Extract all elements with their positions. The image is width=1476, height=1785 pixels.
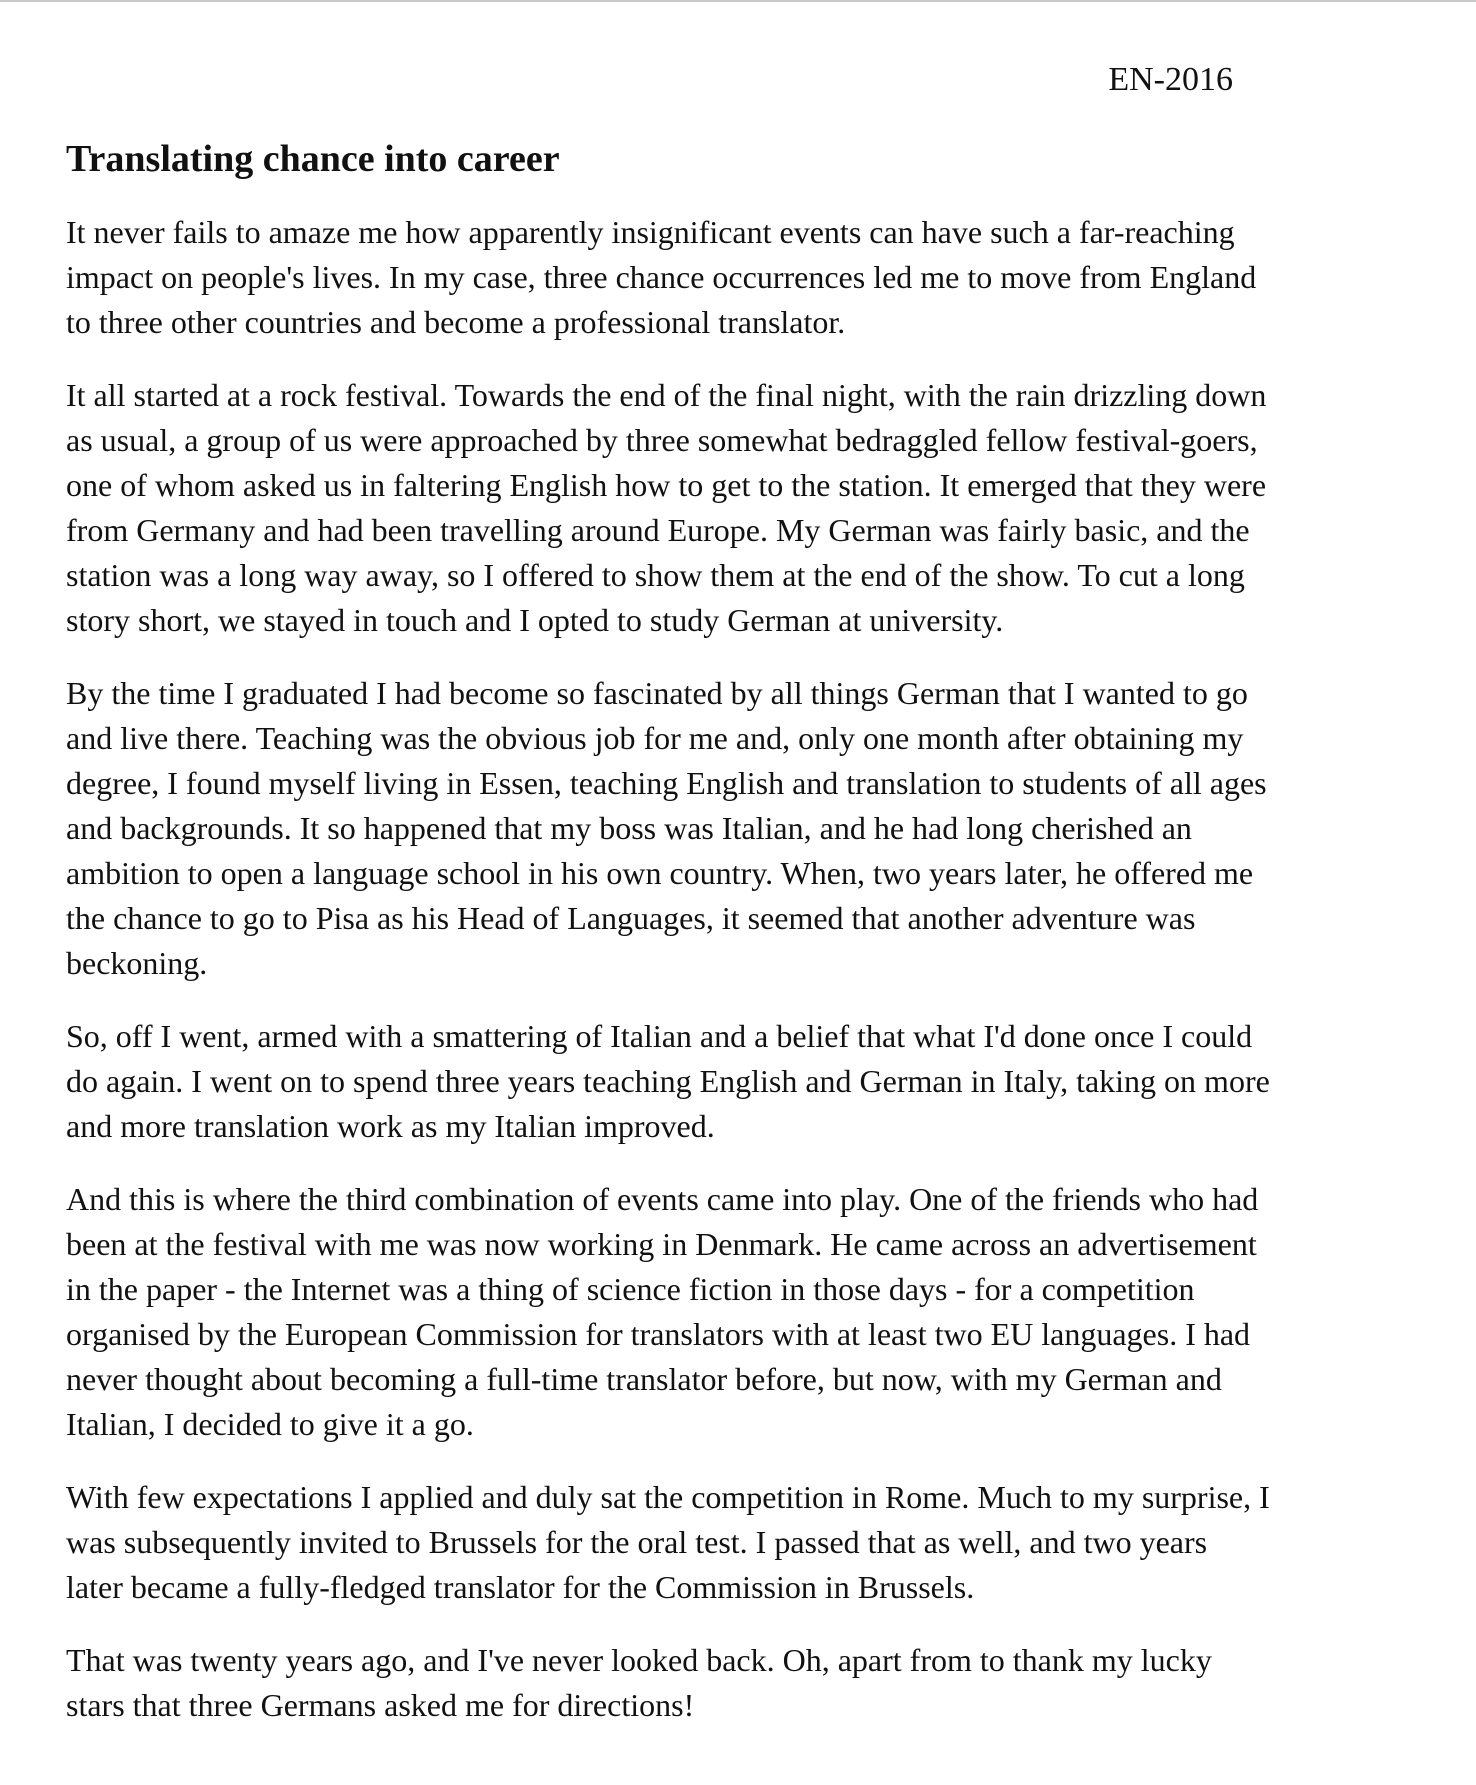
paragraph-2 [66, 373, 1426, 643]
paragraph-line: ambition to open a language school in his own country. When, two years later, he offered me [66, 855, 1254, 891]
paragraph-line: and live there. Teaching was the obvious job for me and, only one month after obtaining my [66, 720, 1244, 756]
paragraph-3 [66, 671, 1426, 986]
document-body [66, 136, 1426, 1756]
document-code: EN-2016 [1108, 61, 1233, 98]
paragraph-line: degree, I found myself living in Essen, teaching English and translation to students of all ages [66, 765, 1267, 801]
paragraph-7 [66, 1638, 1426, 1728]
paragraph-line: as usual, a group of us were approached by three somewhat bedraggled fellow festival-goers, [66, 422, 1258, 458]
paragraph-line: do again. I went on to spend three years teaching English and German in Italy, taking on more [66, 1063, 1270, 1099]
paragraph-1 [66, 210, 1426, 345]
paragraph-line: beckoning. [66, 945, 208, 981]
paragraph-line: It all started at a rock festival. Towards the end of the final night, with the rain drizzling down [66, 377, 1267, 413]
paragraph-line: in the paper - the Internet was a thing of science fiction in those days - for a competition [66, 1271, 1195, 1307]
paragraph-line: never thought about becoming a full-time translator before, but now, with my German and [66, 1361, 1222, 1397]
paragraph-5 [66, 1177, 1426, 1447]
paragraph-line: been at the festival with me was now working in Denmark. He came across an advertisement [66, 1226, 1257, 1262]
paragraph-line: Italian, I decided to give it a go. [66, 1406, 474, 1442]
paragraph-4 [66, 1014, 1426, 1149]
paragraph-line: from Germany and had been travelling around Europe. My German was fairly basic, and the [66, 512, 1250, 548]
paragraph-line: story short, we stayed in touch and I opted to study German at university. [66, 602, 1004, 638]
paragraph-line: and more translation work as my Italian improved. [66, 1108, 715, 1144]
paragraph-line: was subsequently invited to Brussels for the oral test. I passed that as well, and two years [66, 1524, 1208, 1560]
paragraph-line: And this is where the third combination of events came into play. One of the friends who had [66, 1181, 1259, 1217]
document-title: Translating chance into career [66, 138, 560, 180]
paragraph-6 [66, 1475, 1426, 1610]
paragraph-line: and backgrounds. It so happened that my boss was Italian, and he had long cherished an [66, 810, 1192, 846]
paragraph-line: one of whom asked us in faltering English how to get to the station. It emerged that they were [66, 467, 1267, 503]
paragraph-line: That was twenty years ago, and I've never looked back. Oh, apart from to thank my lucky [66, 1642, 1212, 1678]
paragraph-line: stars that three Germans asked me for directions! [66, 1687, 695, 1723]
paragraph-line: It never fails to amaze me how apparently insignificant events can have such a far-reaching [66, 214, 1235, 250]
paragraph-line: impact on people's lives. In my case, three chance occurrences led me to move from England [66, 259, 1257, 295]
paragraph-line: the chance to go to Pisa as his Head of Languages, it seemed that another adventure was [66, 900, 1196, 936]
paragraph-line: later became a fully-fledged translator for the Commission in Brussels. [66, 1569, 975, 1605]
paragraph-line: By the time I graduated I had become so fascinated by all things German that I wanted to go [66, 675, 1248, 711]
paragraph-line: station was a long way away, so I offered to show them at the end of the show. To cut a long [66, 557, 1245, 593]
paragraph-line: So, off I went, armed with a smattering of Italian and a belief that what I'd done once I could [66, 1018, 1253, 1054]
paragraph-line: to three other countries and become a professional translator. [66, 304, 846, 340]
paragraph-line: organised by the European Commission for translators with at least two EU languages. I had [66, 1316, 1251, 1352]
paragraph-line: With few expectations I applied and duly sat the competition in Rome. Much to my surprise, I [66, 1479, 1270, 1515]
